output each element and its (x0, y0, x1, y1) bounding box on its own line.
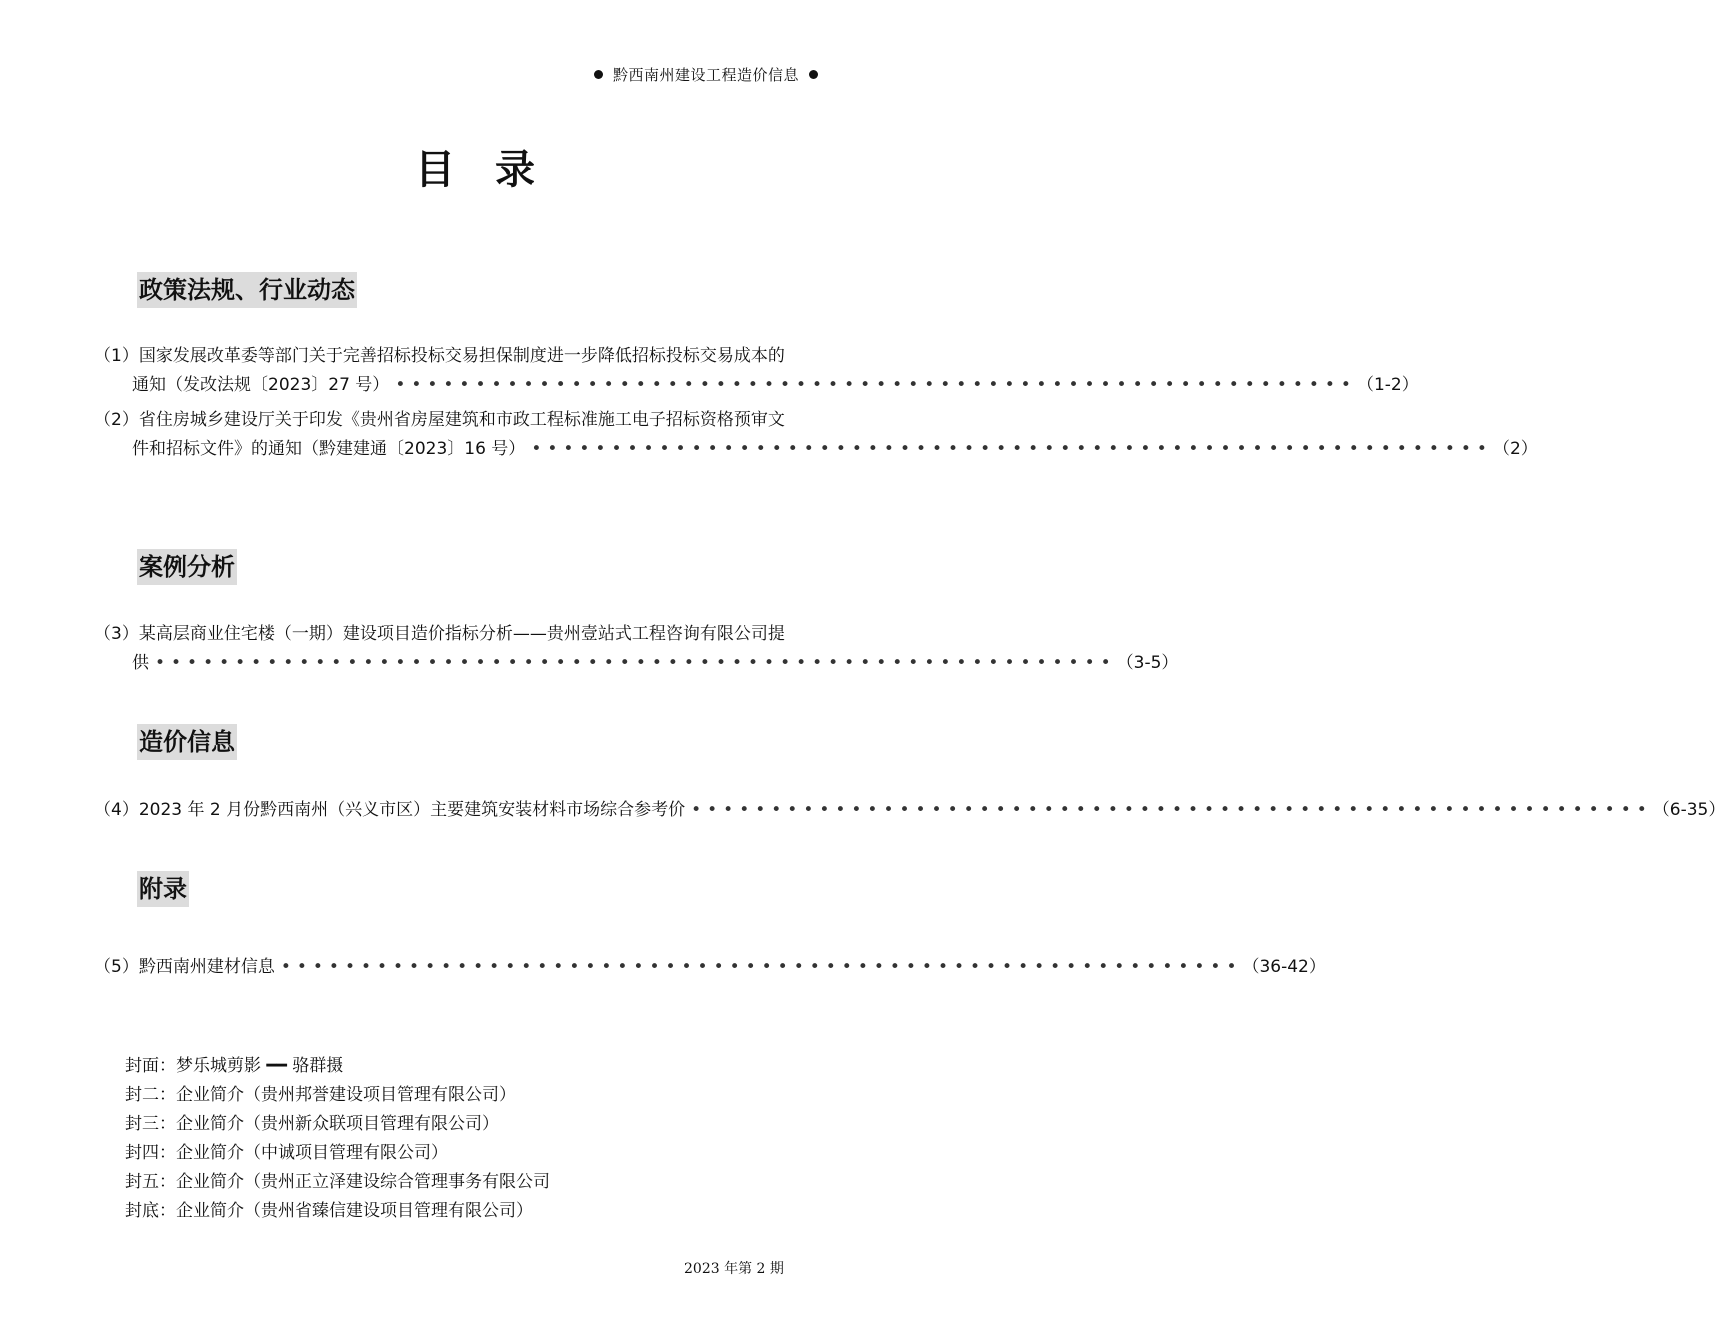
toc-entry[interactable] (94, 342, 1419, 400)
section-heading: 附录 (137, 871, 189, 907)
bullet-icon (809, 70, 818, 79)
section-heading: 造价信息 (137, 724, 237, 760)
entry-number: （5） (94, 957, 139, 977)
entry-page: （2） (1492, 439, 1538, 459)
cover-credit-row: 封二：企业简介（贵州邦誉建设项目管理有限公司） (125, 1085, 516, 1105)
entry-title: 国家发展改革委等部门关于完善招标投标交易担保制度进一步降低招标投标交易成本的 (138, 346, 785, 366)
toc-entry[interactable] (94, 953, 1326, 982)
entry-number: （1） (94, 346, 139, 366)
page-title: 目录 (415, 147, 575, 193)
entry-page: （3-5） (1116, 653, 1179, 673)
entry-page: （1-2） (1356, 375, 1419, 395)
leader-dots: •••••••••••••••••••••••••••••••••••••••••••••••••••••••••••• (155, 653, 1117, 673)
entry-title-cont: 件和招标文件》的通知（黔建建通〔2023〕16 号） (132, 439, 526, 459)
entry-number: （2） (94, 410, 139, 430)
cover-credits (125, 1052, 550, 1226)
issue-number: 2023 年第 2 期 (684, 1261, 784, 1277)
section-heading: 案例分析 (137, 549, 237, 585)
cover-credit-row: 封面：梦乐城剪影 ━━ 骆群摄 (125, 1056, 344, 1076)
cover-credit-row: 封底：企业简介（贵州省臻信建设项目管理有限公司） (125, 1201, 533, 1221)
toc-entry[interactable] (94, 796, 1725, 825)
entry-number: （3） (94, 624, 139, 644)
entry-title: 省住房城乡建设厅关于印发《贵州省房屋建筑和市政工程标准施工电子招标资格预审文 (138, 410, 785, 430)
cover-credit-row: 封四：企业简介（中诚项目管理有限公司） (125, 1143, 448, 1163)
section-heading: 政策法规、行业动态 (137, 272, 357, 308)
leader-dots: •••••••••••••••••••••••••••••••••••••••••••••••••••••••••••• (531, 439, 1493, 459)
cover-credit-row: 封五：企业简介（贵州正立泽建设综合管理事务有限公司 (125, 1172, 550, 1192)
toc-entry[interactable] (94, 406, 1538, 464)
running-header (584, 64, 828, 85)
header-text: 黔西南州建设工程造价信息 (612, 66, 799, 84)
entry-page: （6-35） (1652, 800, 1725, 820)
toc-entry[interactable] (94, 620, 1179, 678)
entry-title: 黔西南州建材信息 (138, 957, 275, 977)
entry-number: （4） (94, 800, 139, 820)
leader-dots: •••••••••••••••••••••••••••••••••••••••••••••••••••••••••••• (691, 800, 1653, 820)
entry-title-cont: 通知（发改法规〔2023〕27 号） (132, 375, 390, 395)
entry-title-cont: 供 (132, 653, 149, 673)
bullet-icon (594, 70, 603, 79)
entry-title: 2023 年 2 月份黔西南州（兴义市区）主要建筑安装材料市场综合参考价 (138, 800, 686, 820)
cover-credit-row: 封三：企业简介（贵州新众联项目管理有限公司） (125, 1114, 499, 1134)
entry-page: （36-42） (1242, 957, 1326, 977)
leader-dots: •••••••••••••••••••••••••••••••••••••••••••••••••••••••••••• (280, 957, 1243, 977)
entry-title: 某高层商业住宅楼（一期）建设项目造价指标分析——贵州壹站式工程咨询有限公司提 (138, 624, 785, 644)
leader-dots: •••••••••••••••••••••••••••••••••••••••••••••••••••••••••••• (395, 375, 1357, 395)
